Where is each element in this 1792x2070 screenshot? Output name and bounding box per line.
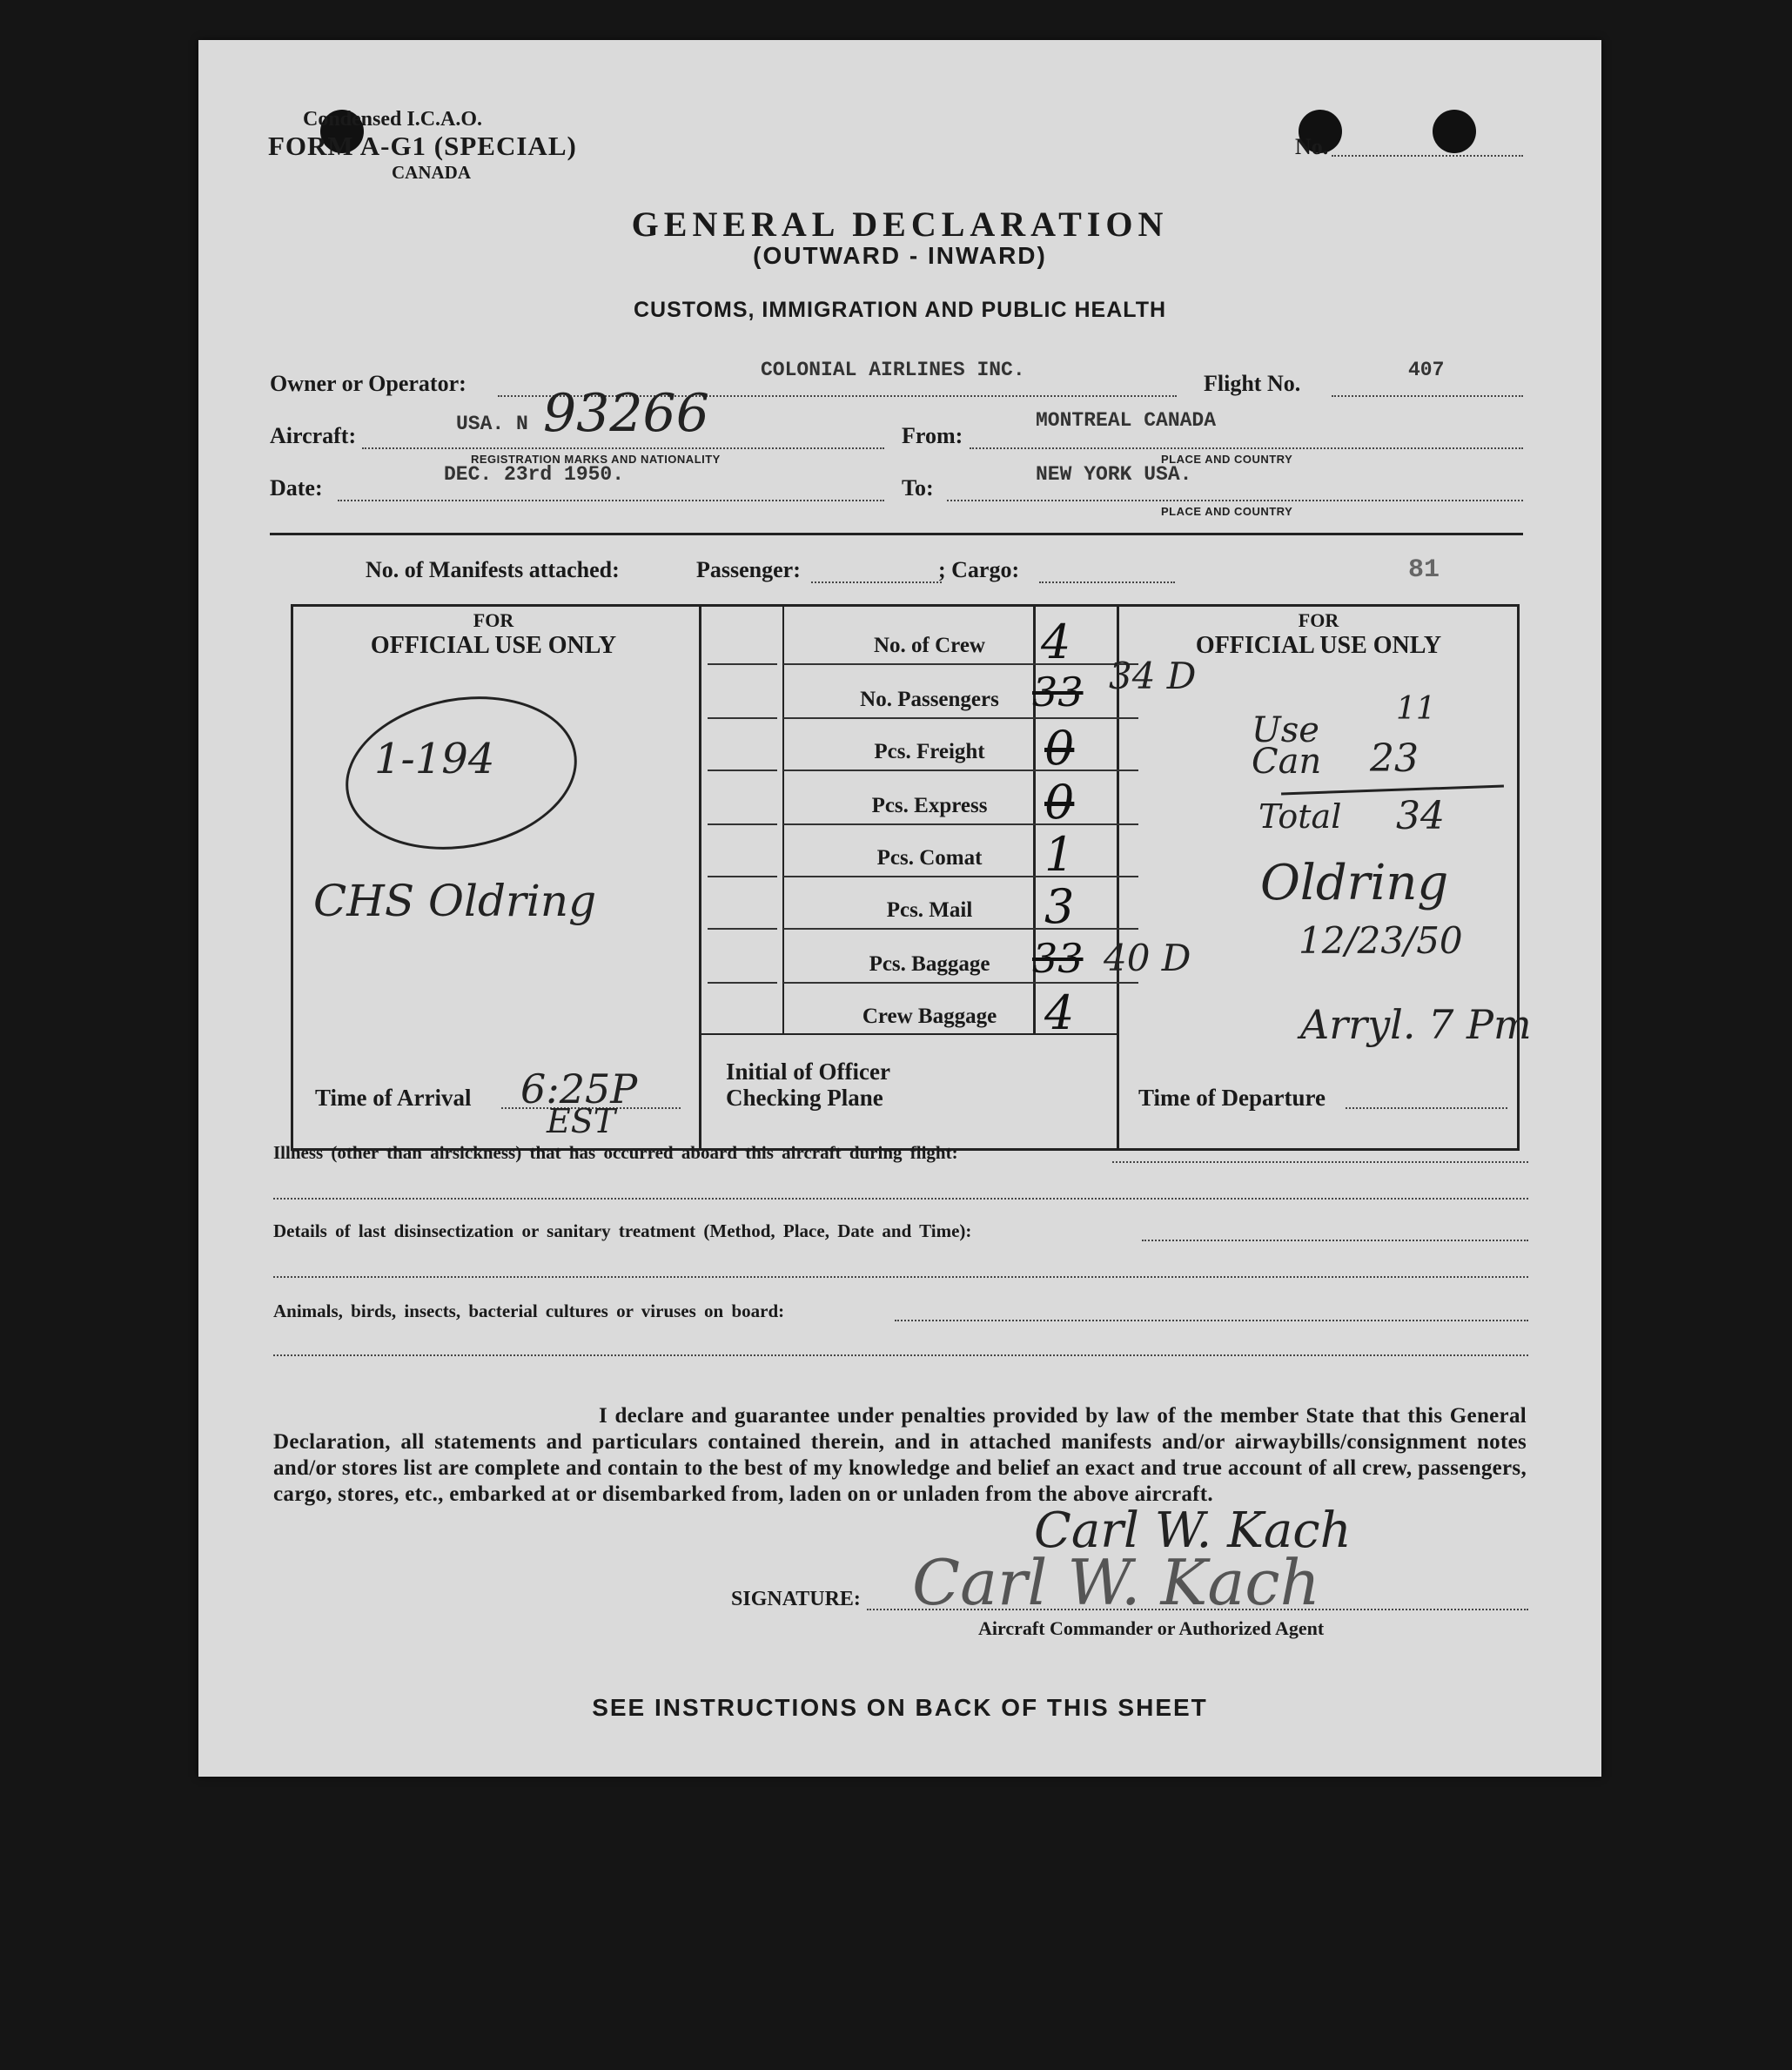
date-value: DEC. 23rd 1950. [444,463,625,486]
left-header-official: OFFICIAL USE ONLY [370,632,617,659]
row-rule-6b [783,928,1138,930]
declaration-form [198,40,1601,1777]
row-value-baggage: 33 [1032,935,1084,982]
row-label-comat: Pcs. Comat [876,846,983,870]
row-value-mail: 3 [1044,879,1075,934]
form-line-1: Condensed I.C.A.O. [303,108,483,131]
arrival-label: Time of Arrival [315,1085,472,1111]
row-rule-4 [708,823,777,825]
owner-value: COLONIAL AIRLINES INC. [761,359,1025,381]
flight-value: 407 [1408,359,1445,381]
right-can-value: 23 [1370,736,1419,781]
flight-line [1332,395,1523,397]
row-rule-1 [708,663,777,665]
illness-line-1 [1112,1161,1528,1163]
manifests-stamp: 81 [1408,555,1440,585]
row-rule-7 [708,982,777,984]
to-value: NEW YORK USA. [1036,463,1192,486]
initial-officer-label-1: Initial of Officer [726,1059,890,1085]
right-use-label: Use [1252,710,1319,750]
date-line [338,500,884,501]
manifests-passenger-line [811,581,942,583]
aircraft-label: Aircraft: [270,423,357,448]
row-label-mail: Pcs. Mail [886,898,973,922]
row-rule-2b [783,717,1138,719]
no-label: No. [1295,134,1329,159]
row-rule-3 [708,770,777,771]
from-label: From: [902,423,963,448]
right-use-value: 11 [1396,691,1436,727]
punch-hole-right-2 [1433,110,1476,153]
departure-line [1346,1107,1507,1109]
manifests-passenger-label: Passenger: [696,557,801,582]
no-line [1332,155,1523,157]
side-note-baggage: 40 D [1104,937,1191,979]
row-rule-4b [783,823,1138,825]
animals-line-1 [895,1320,1528,1321]
main-title: GENERAL DECLARATION [631,205,1169,244]
row-value-crew: 4 [1041,615,1071,669]
form-line-2: FORM A-G1 (SPECIAL) [268,131,577,161]
aircraft-line [362,447,884,449]
row-rule-5b [783,876,1138,877]
manifests-cargo-label: ; Cargo: [938,557,1020,582]
side-note-passengers: 34 D [1109,655,1197,697]
aircraft-caption: REGISTRATION MARKS AND NATIONALITY [471,453,721,466]
to-line [947,500,1523,501]
aircraft-number: 93266 [543,383,709,444]
row-label-crew-baggage: Crew Baggage [862,1005,997,1028]
row-value-crew-baggage: 4 [1044,985,1075,1040]
to-label: To: [902,475,934,501]
row-rule-7b [783,982,1138,984]
from-line [970,447,1523,449]
arrival-value: 6:25P [520,1065,638,1112]
initial-officer-label-2: Checking Plane [726,1085,883,1111]
row-rule-1b [783,663,1138,665]
row-value-freight: 0 [1044,721,1075,776]
row-value-comat: 1 [1044,827,1075,882]
signature-handwriting: Carl W. Kach [912,1546,1320,1619]
right-officer-signature: Oldring [1260,855,1449,911]
signature-handwriting-upper: Carl W. Kach [1034,1502,1352,1559]
right-total-value: 34 [1396,794,1445,838]
aircraft-prefix: USA. N [456,413,528,435]
form-line-3: CANADA [392,162,471,183]
row-rule-3b [783,770,1138,771]
to-caption: PLACE AND COUNTRY [1161,505,1293,518]
from-value: MONTREAL CANADA [1036,409,1217,432]
row-value-express: 0 [1044,775,1075,830]
dept-title: CUSTOMS, IMMIGRATION AND PUBLIC HEALTH [633,298,1167,322]
disinsect-line-2 [273,1276,1528,1278]
date-label: Date: [270,475,323,501]
row-value-passengers: 33 [1032,669,1084,716]
flight-label: Flight No. [1204,371,1301,396]
departure-note: Arryl. 7 Pm [1300,1001,1532,1048]
declaration-text: I declare and guarantee under penalties provided by law of the member State that this General Declaration, all statements and particulars contained therein, and in attached manifests and/or airwaybills/consignment notes and/or stores list are complete and contain to the best of my knowledge and belief an exact and true account of all crew, passengers, cargo, stores, etc., embarked at or disembarked from, laden on or unladen from the above aircraft. [273,1404,1527,1506]
signature-caption: Aircraft Commander or Authorized Agent [978,1617,1325,1639]
row-label-baggage: Pcs. Baggage [869,952,990,976]
animals-line-2 [273,1354,1528,1356]
row-rule-2 [708,717,777,719]
animals-label: Animals, birds, insects, bacterial cultures or viruses on board: [273,1300,785,1321]
disinsect-line-1 [1142,1240,1528,1241]
table-vline-1 [699,607,701,1148]
owner-label: Owner or Operator: [270,371,466,396]
left-header-for: FOR [473,609,514,631]
instructions-footer: SEE INSTRUCTIONS ON BACK OF THIS SHEET [592,1694,1208,1721]
left-officer-signature: CHS Oldring [313,876,597,926]
sub-title: (OUTWARD - INWARD) [753,242,1047,269]
right-total-label: Total [1258,797,1342,836]
row-label-passengers: No. Passengers [860,688,999,711]
row-label-crew: No. of Crew [874,634,985,657]
right-header-official: OFFICIAL USE ONLY [1195,632,1442,659]
from-caption: PLACE AND COUNTRY [1161,453,1293,466]
right-officer-date: 12/23/50 [1299,919,1463,962]
row-label-express: Pcs. Express [871,794,988,817]
arrival-zone: EST [547,1102,616,1140]
manifests-label: No. of Manifests attached: [366,557,620,582]
row-rule-6 [708,928,777,930]
right-header-for: FOR [1298,609,1339,631]
illness-line-2 [273,1198,1528,1200]
row-rule-5 [708,876,777,877]
manifests-cargo-line [1039,581,1175,583]
circled-number: 1-194 [374,735,495,783]
disinsect-label: Details of last disinsectization or sanitary treatment (Method, Place, Date and Time): [273,1220,972,1241]
signature-label: SIGNATURE: [731,1588,861,1610]
right-can-label: Can [1252,742,1322,782]
departure-label: Time of Departure [1138,1085,1326,1111]
row-label-freight: Pcs. Freight [874,740,985,763]
header-rule [270,533,1523,535]
illness-label: Illness (other than airsickness) that has occurred aboard this aircraft during flight: [273,1142,958,1163]
